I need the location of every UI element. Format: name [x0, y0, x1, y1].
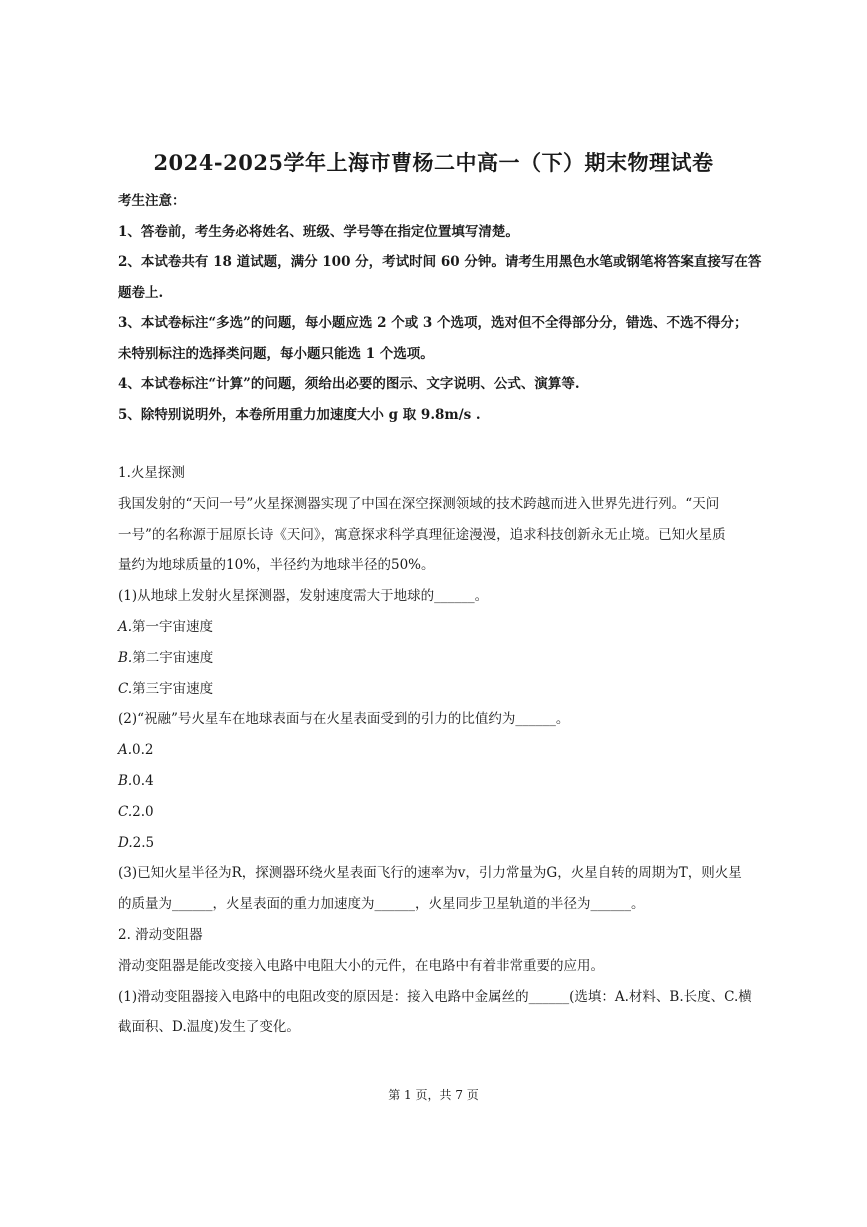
- exam-instructions: [118, 186, 762, 430]
- question-heading: 2. 滑动变阻器: [118, 926, 203, 943]
- answer-option: [118, 828, 758, 859]
- instruction-line: 1、答卷前，考生务必将姓名、班级、学号等在指定位置填写清楚。: [118, 223, 519, 240]
- option-letter: B.: [118, 772, 133, 789]
- option-text: 2.5: [132, 834, 155, 851]
- answer-option: [118, 674, 758, 705]
- answer-option: [118, 643, 758, 674]
- option-text: 0.4: [132, 772, 154, 789]
- instructions-heading: 考生注意：: [118, 193, 186, 209]
- instruction-line: 2、本试卷共有 18 道试题，满分 100 分，考试时间 60 分钟。请考生用黑色水笔或钢笔将答案直接写在答: [118, 254, 762, 270]
- page-title: 2024-2025学年上海市曹杨二中高一（下）期末物理试卷: [153, 150, 714, 175]
- option-letter: C.: [118, 803, 133, 820]
- sub-question-stem: 的质量为______，火星表面的重力加速度为______，火星同步卫星轨道的半径为______。: [118, 896, 645, 913]
- option-text: 第二宇宙速度: [132, 649, 214, 666]
- question-intro-line: 我国发射的“天问一号”火星探测器实现了中国在深空探测领域的技术跨越而进入世界先进行列。“天问: [118, 495, 720, 512]
- answer-option: [118, 766, 758, 797]
- answer-option: [118, 735, 758, 766]
- instruction-line: 4、本试卷标注“计算”的问题，须给出必要的图示、文字说明、公式、演算等.: [118, 376, 580, 392]
- sub-question-stem: (1)滑动变阻器接入电路中的电阻改变的原因是：接入电路中金属丝的______(选填：A.材料、B.长度、C.横: [118, 988, 752, 1005]
- option-letter: A.: [118, 618, 133, 635]
- option-text: 2.0: [132, 803, 154, 820]
- answer-option: [118, 612, 758, 643]
- option-letter: B.: [118, 649, 133, 666]
- option-text: 0.2: [132, 742, 154, 759]
- sub-question-stem: (1)从地球上发射火星探测器，发射速度需大于地球的______。: [118, 588, 489, 605]
- questions-section: [118, 458, 758, 1043]
- instruction-line: 未特别标注的选择类问题，每小题只能选 1 个选项。: [118, 345, 434, 362]
- sub-question-stem: (3)已知火星半径为R，探测器环绕火星表面飞行的速率为v，引力常量为G，火星自转的周期为T，则火星: [118, 865, 742, 882]
- answer-option: [118, 797, 758, 828]
- option-letter: D.: [118, 834, 133, 851]
- option-text: 第三宇宙速度: [132, 680, 214, 697]
- sub-question-stem: 截面积、D.温度)发生了变化。: [118, 1019, 300, 1036]
- sub-question-stem: (2)“祝融”号火星车在地球表面与在火星表面受到的引力的比值约为______。: [118, 711, 570, 728]
- question-intro-line: 一号”的名称源于屈原长诗《天问》，寓意探求科学真理征途漫漫，追求科技创新永无止境。已知火星质: [118, 526, 726, 543]
- instruction-line: 题卷上.: [118, 284, 164, 301]
- question-intro-line: 量约为地球质量的10%，半径约为地球半径的50%。: [118, 557, 435, 574]
- instruction-line: 3、本试卷标注“多选”的问题，每小题应选 2 个或 3 个选项，选对但不全得部分分，错选、不选不得分；: [118, 315, 748, 331]
- option-text: 第一宇宙速度: [132, 618, 214, 635]
- page-footer: 第 1 页，共 7 页: [388, 1088, 479, 1102]
- option-letter: C.: [118, 680, 133, 697]
- instruction-line: 5、除特别说明外，本卷所用重力加速度大小 g 取 9.8m/s .: [118, 406, 481, 423]
- question-intro-line: 滑动变阻器是能改变接入电路中电阻大小的元件，在电路中有着非常重要的应用。: [118, 957, 604, 974]
- question-heading: 1.火星探测: [118, 465, 185, 481]
- option-letter: A.: [118, 742, 133, 759]
